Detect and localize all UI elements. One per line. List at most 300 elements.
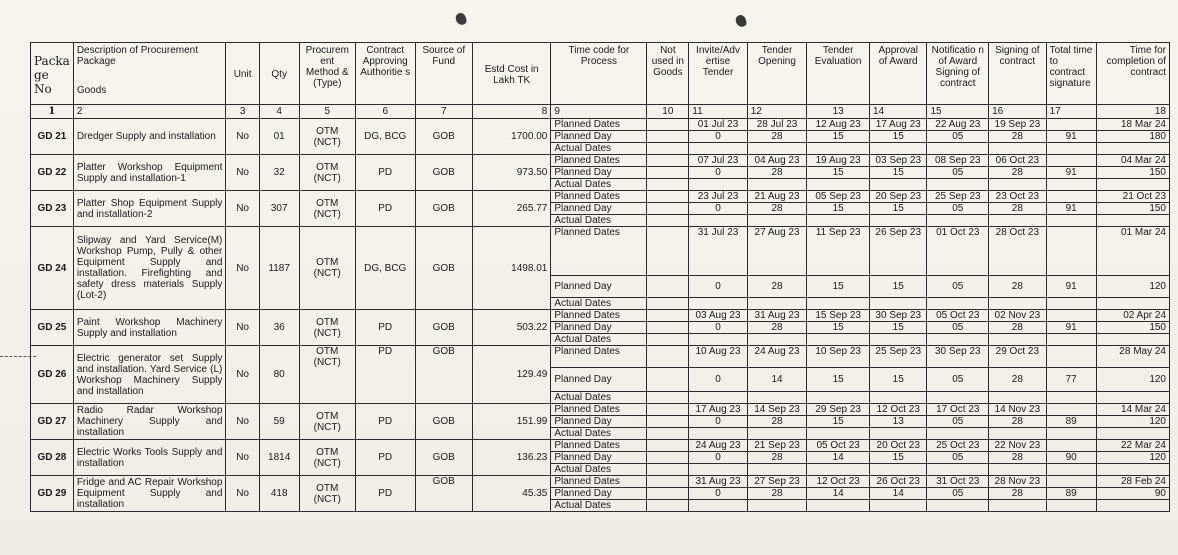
label-planned-day: Planned Day bbox=[551, 416, 647, 428]
header-qty: Qty bbox=[259, 43, 299, 105]
actual-date-empty bbox=[1046, 500, 1096, 512]
planned-day: 05 bbox=[927, 416, 989, 428]
completion-date: 14 Mar 24 bbox=[1096, 404, 1169, 416]
planned-date: 31 Aug 23 bbox=[689, 476, 748, 488]
label-planned-dates: Planned Dates bbox=[551, 404, 647, 416]
package-no: GD 25 bbox=[31, 310, 74, 346]
package-description: Slipway and Yard Service(M) Workshop Pump, Pully & other Equipment Supply and installation. Firefighting and safety dress materials Supply (Lot-2) bbox=[73, 227, 226, 310]
label-actual-dates: Actual Dates bbox=[551, 500, 647, 512]
header-opening: Tender Opening bbox=[747, 43, 807, 105]
planned-day: 14 bbox=[747, 368, 807, 392]
planned-date: 31 Jul 23 bbox=[689, 227, 748, 276]
planned-day: 28 bbox=[747, 167, 807, 179]
actual-date-empty bbox=[647, 143, 689, 155]
package-row-planned-dates bbox=[31, 440, 1170, 452]
column-number: 1 bbox=[31, 105, 74, 119]
planned-day: 28 bbox=[989, 452, 1046, 464]
actual-date-empty bbox=[689, 428, 748, 440]
completion-days: 150 bbox=[1096, 203, 1169, 215]
actual-date-empty bbox=[1096, 143, 1169, 155]
planned-day: 28 bbox=[747, 276, 807, 298]
planned-day: 0 bbox=[689, 416, 748, 428]
header-fund: Source of Fund bbox=[415, 43, 472, 105]
completion-days: 120 bbox=[1096, 452, 1169, 464]
label-planned-day: Planned Day bbox=[551, 488, 647, 500]
package-authority: PD bbox=[355, 404, 415, 440]
actual-date-empty bbox=[927, 298, 989, 310]
package-unit: No bbox=[226, 404, 259, 440]
total-time-empty bbox=[1046, 227, 1096, 276]
actual-date-empty bbox=[989, 143, 1046, 155]
planned-date: 29 Oct 23 bbox=[989, 346, 1046, 368]
package-description: Paint Workshop Machinery Supply and installation bbox=[73, 310, 226, 346]
package-unit: No bbox=[226, 310, 259, 346]
completion-date: 21 Oct 23 bbox=[1096, 191, 1169, 203]
column-number: 2 bbox=[73, 105, 226, 119]
completion-days: 120 bbox=[1096, 276, 1169, 298]
planned-day: 05 bbox=[927, 203, 989, 215]
planned-day: 15 bbox=[807, 368, 870, 392]
package-unit: No bbox=[226, 119, 259, 155]
total-time: 89 bbox=[1046, 416, 1096, 428]
planned-day: 28 bbox=[989, 131, 1046, 143]
package-description: Electric generator set Supply and installation. Yard Service (L) Workshop Machinery Supply and installation bbox=[73, 346, 226, 404]
actual-date-empty bbox=[927, 392, 989, 404]
column-number: 16 bbox=[989, 105, 1046, 119]
column-number: 10 bbox=[647, 105, 689, 119]
total-time: 91 bbox=[1046, 203, 1096, 215]
planned-date: 22 Nov 23 bbox=[989, 440, 1046, 452]
planned-date: 03 Sep 23 bbox=[870, 155, 927, 167]
actual-date-empty bbox=[647, 334, 689, 346]
actual-date-empty bbox=[1046, 179, 1096, 191]
package-cost: 1700.00 bbox=[472, 119, 550, 155]
planned-day: 28 bbox=[989, 416, 1046, 428]
package-qty: 01 bbox=[259, 119, 299, 155]
planned-date: 08 Sep 23 bbox=[927, 155, 989, 167]
column-number: 14 bbox=[870, 105, 927, 119]
completion-days: 150 bbox=[1096, 322, 1169, 334]
planned-date: 07 Jul 23 bbox=[689, 155, 748, 167]
planned-date: 28 Jul 23 bbox=[747, 119, 807, 131]
package-cost: 136.23 bbox=[472, 440, 550, 476]
label-planned-dates: Planned Dates bbox=[551, 346, 647, 368]
label-planned-dates: Planned Dates bbox=[551, 476, 647, 488]
completion-days: 180 bbox=[1096, 131, 1169, 143]
planned-day: 15 bbox=[870, 368, 927, 392]
column-number: 17 bbox=[1046, 105, 1096, 119]
planned-day: 15 bbox=[807, 416, 870, 428]
total-time: 91 bbox=[1046, 131, 1096, 143]
package-method: OTM (NCT) bbox=[299, 155, 355, 191]
package-method: OTM (NCT) bbox=[299, 476, 355, 512]
planned-date: 19 Aug 23 bbox=[807, 155, 870, 167]
actual-date-empty bbox=[647, 392, 689, 404]
planned-date: 24 Aug 23 bbox=[747, 346, 807, 368]
actual-date-empty bbox=[989, 392, 1046, 404]
actual-date-empty bbox=[747, 500, 807, 512]
planned-day: 15 bbox=[807, 203, 870, 215]
label-planned-day: Planned Day bbox=[551, 452, 647, 464]
header-unit: Unit bbox=[226, 43, 259, 105]
actual-date-empty bbox=[689, 464, 748, 476]
header-authority: Contract Approving Authoritie s bbox=[355, 43, 415, 105]
planned-day: 05 bbox=[927, 131, 989, 143]
not-used-cell bbox=[647, 476, 689, 488]
package-description: Electric Works Tools Supply and installation bbox=[73, 440, 226, 476]
planned-date: 17 Aug 23 bbox=[689, 404, 748, 416]
column-number: 7 bbox=[415, 105, 472, 119]
planned-date: 15 Sep 23 bbox=[807, 310, 870, 322]
package-fund: GOB bbox=[415, 404, 472, 440]
actual-date-empty bbox=[807, 392, 870, 404]
planned-date: 12 Oct 23 bbox=[807, 476, 870, 488]
punch-hole-mark bbox=[454, 12, 468, 27]
column-number: 3 bbox=[226, 105, 259, 119]
planned-day: 05 bbox=[927, 322, 989, 334]
total-time-empty bbox=[1046, 476, 1096, 488]
planned-day: 28 bbox=[747, 452, 807, 464]
planned-day: 14 bbox=[807, 452, 870, 464]
package-fund: GOB bbox=[415, 155, 472, 191]
label-planned-day: Planned Day bbox=[551, 276, 647, 298]
package-cost: 973.50 bbox=[472, 155, 550, 191]
package-authority: PD bbox=[355, 310, 415, 346]
package-description: Platter Workshop Equipment Supply and installation-1 bbox=[73, 155, 226, 191]
planned-date: 17 Aug 23 bbox=[870, 119, 927, 131]
planned-date: 20 Sep 23 bbox=[870, 191, 927, 203]
planned-date: 20 Oct 23 bbox=[870, 440, 927, 452]
column-number: 12 bbox=[747, 105, 807, 119]
planned-day: 28 bbox=[747, 203, 807, 215]
actual-date-empty bbox=[747, 392, 807, 404]
planned-date: 28 Oct 23 bbox=[989, 227, 1046, 276]
header-approval: Approval of Award bbox=[870, 43, 927, 105]
planned-date: 23 Oct 23 bbox=[989, 191, 1046, 203]
package-row-planned-dates bbox=[31, 346, 1170, 368]
package-row-planned-dates bbox=[31, 155, 1170, 167]
header-invite: Invite/Adv ertise Tender bbox=[689, 43, 748, 105]
planned-date: 27 Aug 23 bbox=[747, 227, 807, 276]
header-row bbox=[31, 43, 1170, 105]
package-row-planned-dates bbox=[31, 227, 1170, 276]
planned-day: 28 bbox=[747, 416, 807, 428]
planned-date: 30 Sep 23 bbox=[927, 346, 989, 368]
package-method: OTM (NCT) bbox=[299, 119, 355, 155]
planned-date: 28 Nov 23 bbox=[989, 476, 1046, 488]
planned-day: 15 bbox=[870, 322, 927, 334]
planned-date: 12 Aug 23 bbox=[807, 119, 870, 131]
total-time: 77 bbox=[1046, 368, 1096, 392]
actual-date-empty bbox=[747, 143, 807, 155]
column-number: 6 bbox=[355, 105, 415, 119]
package-method: OTM (NCT) bbox=[299, 440, 355, 476]
completion-date: 22 Mar 24 bbox=[1096, 440, 1169, 452]
actual-date-empty bbox=[647, 464, 689, 476]
actual-date-empty bbox=[689, 500, 748, 512]
actual-date-empty bbox=[1096, 392, 1169, 404]
planned-date: 03 Aug 23 bbox=[689, 310, 748, 322]
total-time: 91 bbox=[1046, 167, 1096, 179]
planned-day: 28 bbox=[989, 322, 1046, 334]
package-no: GD 28 bbox=[31, 440, 74, 476]
header-signing: Signing of contract bbox=[989, 43, 1046, 105]
package-authority: PD bbox=[355, 440, 415, 476]
header-method: Procurem ent Method & (Type) bbox=[299, 43, 355, 105]
planned-date: 24 Aug 23 bbox=[689, 440, 748, 452]
planned-day: 28 bbox=[989, 368, 1046, 392]
header-notification: Notificatio n of Award Signing of contract bbox=[927, 43, 989, 105]
package-row-planned-dates bbox=[31, 404, 1170, 416]
actual-date-empty bbox=[747, 428, 807, 440]
not-used-cell bbox=[647, 227, 689, 276]
package-fund: GOB bbox=[415, 440, 472, 476]
package-no: GD 22 bbox=[31, 155, 74, 191]
actual-date-empty bbox=[989, 179, 1046, 191]
package-description: Dredger Supply and installation bbox=[73, 119, 226, 155]
completion-days: 90 bbox=[1096, 488, 1169, 500]
package-cost: 503.22 bbox=[472, 310, 550, 346]
actual-date-empty bbox=[1046, 215, 1096, 227]
planned-day: 05 bbox=[927, 488, 989, 500]
actual-date-empty bbox=[927, 464, 989, 476]
label-actual-dates: Actual Dates bbox=[551, 215, 647, 227]
not-used-cell bbox=[647, 119, 689, 131]
actual-date-empty bbox=[1046, 298, 1096, 310]
actual-date-empty bbox=[870, 143, 927, 155]
not-used-cell bbox=[647, 488, 689, 500]
planned-day: 15 bbox=[807, 276, 870, 298]
completion-date: 02 Apr 24 bbox=[1096, 310, 1169, 322]
actual-date-empty bbox=[647, 500, 689, 512]
package-no: GD 21 bbox=[31, 119, 74, 155]
total-time: 89 bbox=[1046, 488, 1096, 500]
actual-date-empty bbox=[747, 334, 807, 346]
planned-day: 14 bbox=[807, 488, 870, 500]
package-fund: GOB bbox=[415, 227, 472, 310]
not-used-cell bbox=[647, 131, 689, 143]
actual-date-empty bbox=[870, 215, 927, 227]
completion-date: 28 Feb 24 bbox=[1096, 476, 1169, 488]
planned-date: 14 Nov 23 bbox=[989, 404, 1046, 416]
package-fund: GOB bbox=[415, 191, 472, 227]
label-planned-dates: Planned Dates bbox=[551, 191, 647, 203]
planned-day: 28 bbox=[747, 488, 807, 500]
actual-date-empty bbox=[870, 464, 927, 476]
actual-date-empty bbox=[870, 334, 927, 346]
label-actual-dates: Actual Dates bbox=[551, 464, 647, 476]
actual-date-empty bbox=[647, 215, 689, 227]
label-planned-dates: Planned Dates bbox=[551, 119, 647, 131]
planned-date: 29 Sep 23 bbox=[807, 404, 870, 416]
package-authority: PD bbox=[355, 155, 415, 191]
column-number-row bbox=[31, 105, 1170, 119]
actual-date-empty bbox=[747, 464, 807, 476]
actual-date-empty bbox=[870, 392, 927, 404]
actual-date-empty bbox=[1096, 179, 1169, 191]
planned-date: 25 Sep 23 bbox=[870, 346, 927, 368]
label-actual-dates: Actual Dates bbox=[551, 179, 647, 191]
planned-date: 06 Oct 23 bbox=[989, 155, 1046, 167]
not-used-cell bbox=[647, 276, 689, 298]
planned-date: 21 Sep 23 bbox=[747, 440, 807, 452]
package-unit: No bbox=[226, 440, 259, 476]
actual-date-empty bbox=[1096, 334, 1169, 346]
package-description: Platter Shop Equipment Supply and installation-2 bbox=[73, 191, 226, 227]
package-description: Radio Radar Workshop Machinery Supply and installation bbox=[73, 404, 226, 440]
actual-date-empty bbox=[870, 428, 927, 440]
planned-day: 05 bbox=[927, 368, 989, 392]
header-description-goods: Goods bbox=[76, 85, 107, 96]
actual-date-empty bbox=[1046, 334, 1096, 346]
total-time-empty bbox=[1046, 404, 1096, 416]
package-authority: DG, BCG bbox=[355, 227, 415, 310]
column-number: 8 bbox=[472, 105, 550, 119]
label-planned-day: Planned Day bbox=[551, 322, 647, 334]
not-used-cell bbox=[647, 310, 689, 322]
label-actual-dates: Actual Dates bbox=[551, 143, 647, 155]
actual-date-empty bbox=[870, 179, 927, 191]
planned-day: 28 bbox=[989, 167, 1046, 179]
total-time: 90 bbox=[1046, 452, 1096, 464]
column-number: 9 bbox=[551, 105, 647, 119]
actual-date-empty bbox=[1096, 298, 1169, 310]
total-time-empty bbox=[1046, 119, 1096, 131]
planned-date: 19 Sep 23 bbox=[989, 119, 1046, 131]
actual-date-empty bbox=[807, 179, 870, 191]
completion-days: 120 bbox=[1096, 368, 1169, 392]
planned-date: 22 Aug 23 bbox=[927, 119, 989, 131]
planned-day: 28 bbox=[989, 203, 1046, 215]
total-time-empty bbox=[1046, 155, 1096, 167]
package-rows bbox=[31, 119, 1170, 512]
actual-date-empty bbox=[927, 500, 989, 512]
planned-date: 05 Sep 23 bbox=[807, 191, 870, 203]
label-planned-day: Planned Day bbox=[551, 368, 647, 392]
planned-date: 04 Aug 23 bbox=[747, 155, 807, 167]
package-method: OTM (NCT) bbox=[299, 191, 355, 227]
actual-date-empty bbox=[747, 179, 807, 191]
total-time: 91 bbox=[1046, 322, 1096, 334]
actual-date-empty bbox=[647, 428, 689, 440]
actual-date-empty bbox=[1096, 500, 1169, 512]
package-fund: GOB bbox=[415, 310, 472, 346]
label-planned-dates: Planned Dates bbox=[551, 227, 647, 276]
actual-date-empty bbox=[989, 428, 1046, 440]
package-cost: 151.99 bbox=[472, 404, 550, 440]
planned-date: 11 Sep 23 bbox=[807, 227, 870, 276]
planned-date: 01 Oct 23 bbox=[927, 227, 989, 276]
package-no: GD 26 bbox=[31, 346, 74, 404]
package-unit: No bbox=[226, 155, 259, 191]
planned-date: 26 Oct 23 bbox=[870, 476, 927, 488]
package-no: GD 27 bbox=[31, 404, 74, 440]
planned-day: 0 bbox=[689, 276, 748, 298]
package-qty: 80 bbox=[259, 346, 299, 404]
label-planned-dates: Planned Dates bbox=[551, 440, 647, 452]
column-number: 15 bbox=[927, 105, 989, 119]
actual-date-empty bbox=[689, 179, 748, 191]
planned-day: 15 bbox=[870, 452, 927, 464]
column-number: 18 bbox=[1096, 105, 1169, 119]
package-authority: PD bbox=[355, 346, 415, 404]
package-no: GD 29 bbox=[31, 476, 74, 512]
planned-date: 02 Nov 23 bbox=[989, 310, 1046, 322]
package-row-planned-dates bbox=[31, 191, 1170, 203]
package-no: GD 24 bbox=[31, 227, 74, 310]
column-number: 13 bbox=[807, 105, 870, 119]
actual-date-empty bbox=[1046, 464, 1096, 476]
actual-date-empty bbox=[807, 464, 870, 476]
actual-date-empty bbox=[989, 298, 1046, 310]
planned-day: 05 bbox=[927, 276, 989, 298]
actual-date-empty bbox=[807, 215, 870, 227]
planned-date: 05 Oct 23 bbox=[927, 310, 989, 322]
completion-days: 120 bbox=[1096, 416, 1169, 428]
not-used-cell bbox=[647, 191, 689, 203]
actual-date-empty bbox=[989, 334, 1046, 346]
header-total-time: Total time to contract signature bbox=[1046, 43, 1096, 105]
planned-day: 28 bbox=[747, 322, 807, 334]
completion-days: 150 bbox=[1096, 167, 1169, 179]
planned-date: 10 Sep 23 bbox=[807, 346, 870, 368]
column-number: 5 bbox=[299, 105, 355, 119]
planned-date: 05 Oct 23 bbox=[807, 440, 870, 452]
actual-date-empty bbox=[747, 215, 807, 227]
actual-date-empty bbox=[689, 392, 748, 404]
header-description-title: Description of Procurement Package bbox=[76, 45, 198, 67]
header-not-used: Not used in Goods bbox=[647, 43, 689, 105]
planned-date: 31 Oct 23 bbox=[927, 476, 989, 488]
planned-date: 25 Oct 23 bbox=[927, 440, 989, 452]
completion-date: 28 May 24 bbox=[1096, 346, 1169, 368]
package-row-planned-dates bbox=[31, 119, 1170, 131]
planned-date: 31 Aug 23 bbox=[747, 310, 807, 322]
actual-date-empty bbox=[807, 500, 870, 512]
actual-date-empty bbox=[989, 215, 1046, 227]
actual-date-empty bbox=[807, 298, 870, 310]
actual-date-empty bbox=[647, 179, 689, 191]
actual-date-empty bbox=[1096, 464, 1169, 476]
planned-day: 0 bbox=[689, 131, 748, 143]
column-number: 11 bbox=[689, 105, 748, 119]
planned-day: 15 bbox=[807, 131, 870, 143]
not-used-cell bbox=[647, 440, 689, 452]
actual-date-empty bbox=[807, 428, 870, 440]
planned-day: 0 bbox=[689, 167, 748, 179]
package-authority: PD bbox=[355, 476, 415, 512]
header-completion: Time for completion of contract bbox=[1096, 43, 1169, 105]
not-used-cell bbox=[647, 404, 689, 416]
package-unit: No bbox=[226, 191, 259, 227]
total-time: 91 bbox=[1046, 276, 1096, 298]
planned-day: 05 bbox=[927, 167, 989, 179]
actual-date-empty bbox=[927, 143, 989, 155]
label-planned-dates: Planned Dates bbox=[551, 155, 647, 167]
package-cost: 265.77 bbox=[472, 191, 550, 227]
package-method: OTM (NCT) bbox=[299, 310, 355, 346]
planned-day: 15 bbox=[807, 322, 870, 334]
package-cost: 129.49 bbox=[472, 346, 550, 404]
header-time-code: Time code for Process bbox=[551, 43, 647, 105]
actual-date-empty bbox=[927, 215, 989, 227]
package-qty: 1187 bbox=[259, 227, 299, 310]
package-fund: GOB bbox=[415, 476, 472, 512]
not-used-cell bbox=[647, 368, 689, 392]
package-description: Fridge and AC Repair Workshop Equipment Supply and installation bbox=[73, 476, 226, 512]
planned-day: 15 bbox=[870, 131, 927, 143]
package-unit: No bbox=[226, 476, 259, 512]
